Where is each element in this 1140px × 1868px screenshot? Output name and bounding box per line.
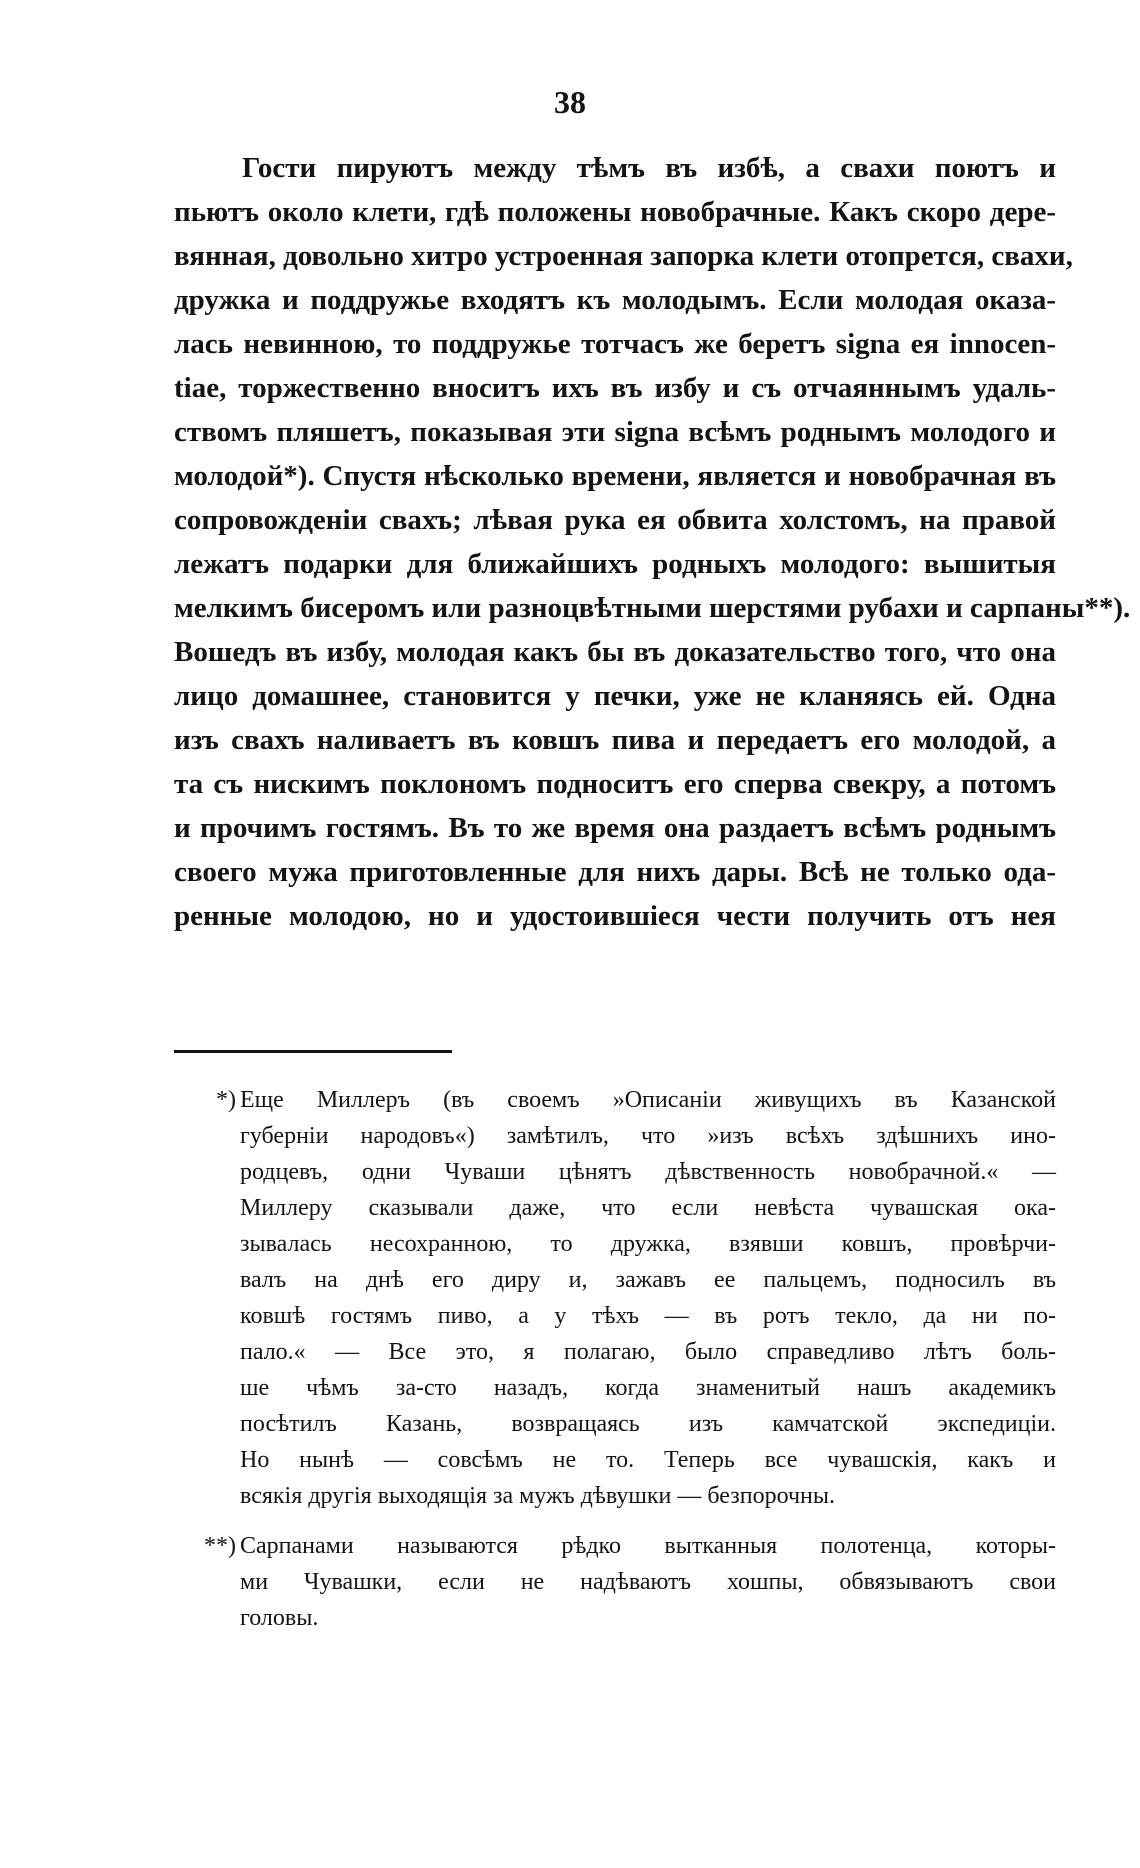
body-line: мелкимъ бисеромъ или разноцвѣтными шерстями рубахи и сарпаны**). [174, 592, 1131, 624]
footnote-line: Еще Миллеръ (въ своемъ »Описаніи живущихъ въ Казанской [240, 1087, 1056, 1113]
body-line: дружка и поддружье входятъ къ молодымъ. Если молодая оказа- [174, 284, 1056, 316]
footnote-line: пало.« — Все это, я полагаю, было справедливо лѣтъ боль- [240, 1339, 1056, 1365]
body-line: Гости пируютъ между тѣмъ въ избѣ, а свахи поютъ и [242, 152, 1056, 184]
body-line: и прочимъ гостямъ. Въ то же время она раздаетъ всѣмъ роднымъ [174, 812, 1056, 844]
body-line: своего мужа приготовленные для нихъ дары. Всѣ не только ода- [174, 856, 1056, 888]
footnote-line: губерніи народовъ«) замѣтилъ, что »изъ всѣхъ здѣшнихъ ино- [240, 1123, 1056, 1149]
body-line: лежатъ подарки для ближайшихъ родныхъ молодого: вышитыя [174, 548, 1056, 580]
body-line: ренные молодою, но и удостоившіеся чести получить отъ нея [174, 900, 1056, 932]
body-line: лась невинною, то поддружье тотчасъ же беретъ signa ея innocen- [174, 328, 1056, 360]
body-line: tiae, торжественно вноситъ ихъ въ избу и съ отчаяннымъ удаль- [174, 372, 1056, 404]
footnote-line: Сарпанами называются рѣдко вытканныя полотенца, которы- [240, 1533, 1056, 1559]
page-number: 38 [554, 84, 586, 120]
footnote-line: посѣтилъ Казань, возвращаясь изъ камчатской экспедиціи. [240, 1411, 1056, 1437]
body-line: вянная, довольно хитро устроенная запорка клети отопрется, свахи, [174, 240, 1073, 272]
footnote-line: Но нынѣ — совсѣмъ не то. Теперь все чувашскія, какъ и [240, 1447, 1056, 1473]
body-line: молодой*). Спустя нѣсколько времени, является и новобрачная въ [174, 460, 1056, 492]
body-line: пьютъ около клети, гдѣ положены новобрачные. Какъ скоро дере- [174, 196, 1056, 228]
footnote-line: ми Чувашки, если не надѣваютъ хошпы, обвязываютъ свои [240, 1569, 1056, 1595]
footnote-line: Миллеру сказывали даже, что если невѣста чувашская ока- [240, 1195, 1056, 1221]
body-line: ствомъ пляшетъ, показывая эти signa всѣмъ роднымъ молодого и [174, 416, 1056, 448]
footnote-line: ше чѣмъ за-сто назадъ, когда знаменитый нашъ академикъ [240, 1375, 1056, 1401]
footnote-line: головы. [240, 1605, 319, 1631]
body-line: та съ нискимъ поклономъ подноситъ его сперва свекру, а потомъ [174, 768, 1056, 800]
footnote-line: зывалась несохранною, то дружка, взявши ковшъ, провѣрчи- [240, 1231, 1056, 1257]
body-line: лицо домашнее, становится у печки, уже не кланяясь ей. Одна [174, 680, 1056, 712]
body-line: сопровожденіи свахъ; лѣвая рука ея обвита холстомъ, на правой [174, 504, 1056, 536]
footnote-separator [174, 1050, 452, 1053]
body-line: изъ свахъ наливаетъ въ ковшъ пива и передаетъ его молодой, а [174, 724, 1056, 756]
footnote-mark: *) [216, 1087, 236, 1113]
footnote-mark: **) [204, 1533, 236, 1559]
footnote-line: валъ на днѣ его диру и, зажавъ ее пальцемъ, подносилъ въ [240, 1267, 1056, 1293]
footnote-line: родцевъ, одни Чуваши цѣнятъ дѣвственность новобрачной.« — [240, 1159, 1056, 1185]
footnote-line: всякія другія выходящія за мужъ дѣвушки — безпорочны. [240, 1483, 835, 1509]
body-line: Вошедъ въ избу, молодая какъ бы въ доказательство того, что она [174, 636, 1056, 668]
footnote-line: ковшѣ гостямъ пиво, а у тѣхъ — въ ротъ текло, да ни по- [240, 1303, 1056, 1329]
